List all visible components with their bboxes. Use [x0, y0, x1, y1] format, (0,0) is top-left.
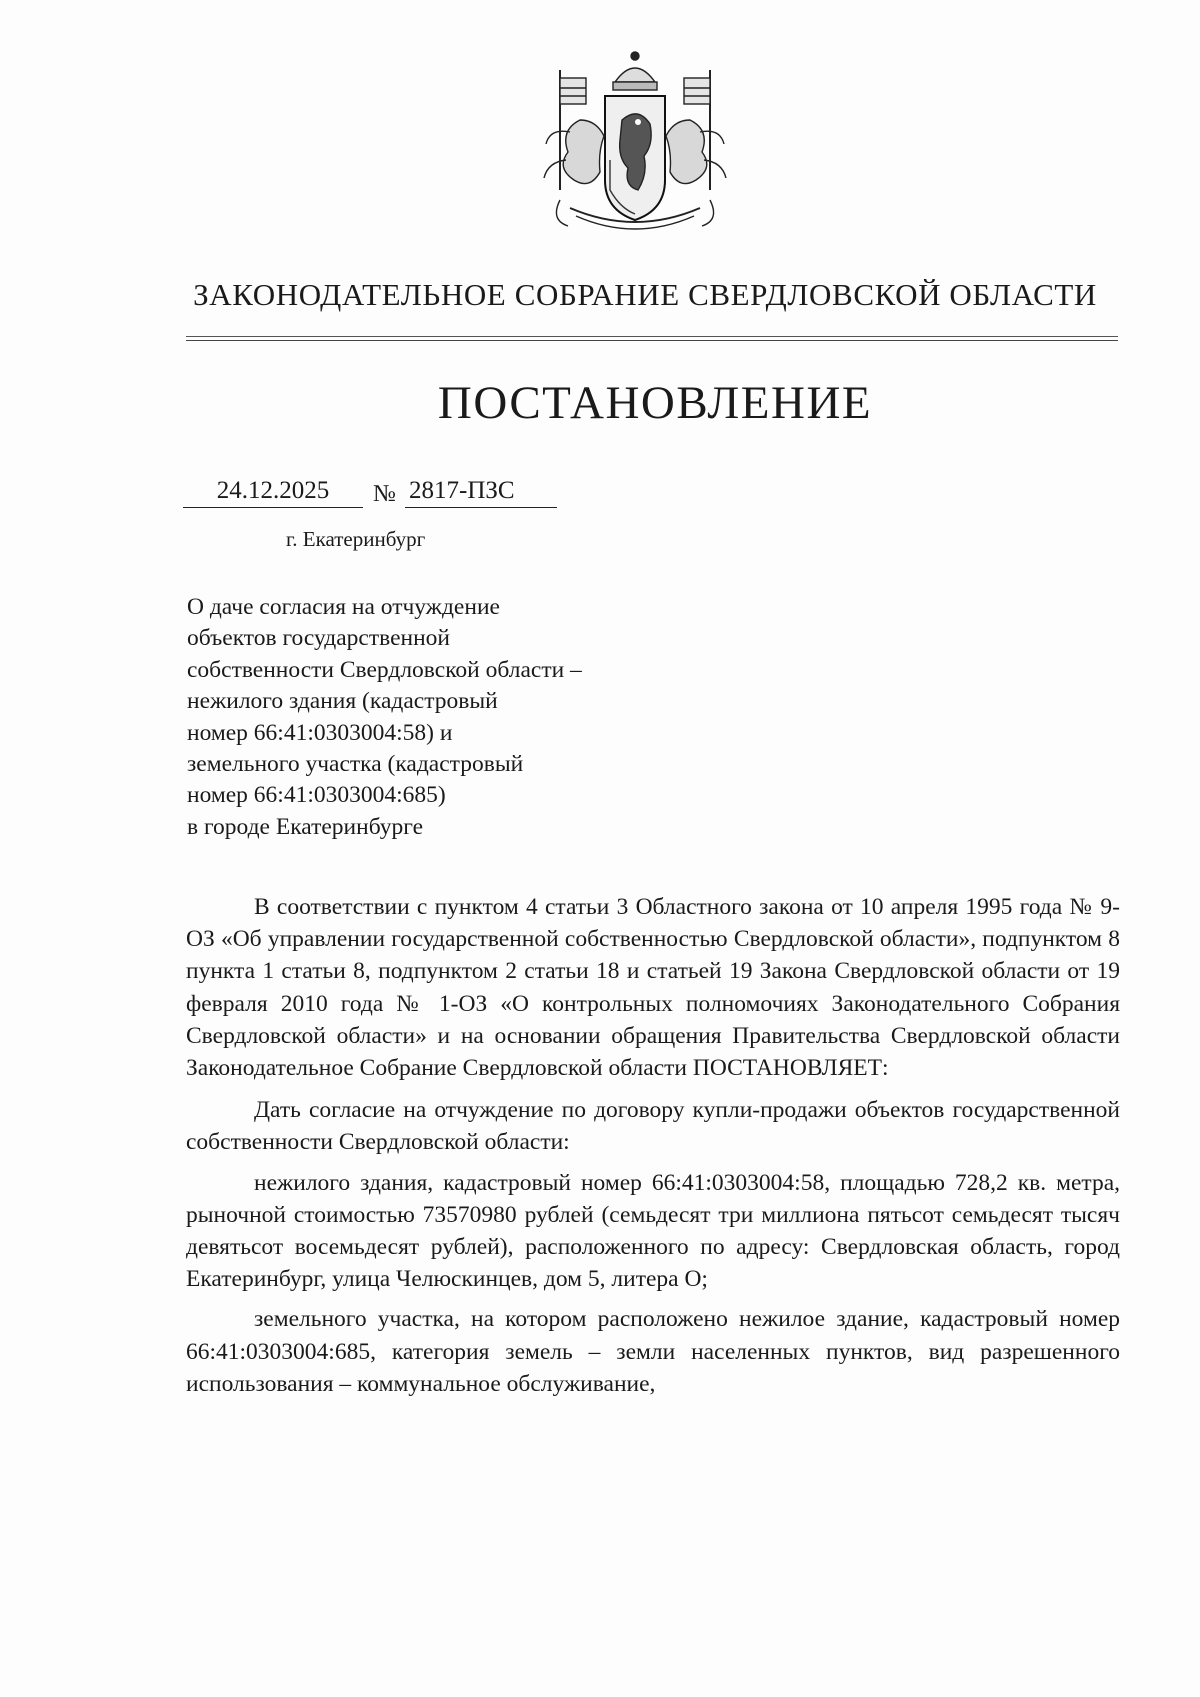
header-rule: [186, 340, 1118, 341]
number-sign: №: [373, 481, 396, 507]
subject-line: номер 66:41:0303004:685): [187, 782, 446, 809]
document-number: 2817-ПЗС: [405, 475, 557, 508]
subject-line: собственности Свердловской области –: [187, 656, 582, 683]
resolves-word: ПОСТАНОВЛЯЕТ:: [692, 1055, 889, 1082]
preamble-paragraph: [186, 891, 1120, 1084]
document-type: ПОСТАНОВЛЕНИЕ: [437, 377, 873, 429]
organization-title: ЗАКОНОДАТЕЛЬНОЕ СОБРАНИЕ СВЕРДЛОВСКОЙ ОБЛАСТИ: [193, 277, 1097, 312]
subject-line: номер 66:41:0303004:58) и: [187, 719, 453, 746]
document-date: 24.12.2025: [183, 475, 363, 508]
subject-line: в городе Екатеринбурге: [187, 813, 424, 840]
header-rule: [186, 336, 1118, 337]
document-body: [186, 891, 1120, 1408]
document-subject: [187, 592, 707, 843]
building-item-paragraph: нежилого здания, кадастровый номер 66:41:0303004:58, площадью 728,2 кв. метра, рыночной стоимостью 73570980 рублей (семьдесят три миллиона пятьсот семьдесят тысяч девятьсот восемьдесят рублей), расположенного по адресу: Свердловская область, город Екатеринбург, улица Челюскинцев, дом 5, литера О;: [186, 1169, 1120, 1293]
land-item-paragraph: земельного участка, на котором расположено нежилое здание, кадастровый номер 66:41:0303004:685, категория земель – земли населенных пунктов, вид разрешенного использования – коммунальное обслуживание,: [186, 1306, 1120, 1397]
preamble-text: В соответствии с пунктом 4 статьи 3 Областного закона от 10 апреля 1995 года № 9-ОЗ «Об управлении государственной собственностью Свердловской области», подпунктом 8 пункта 1 статьи 8, подпунктом 2 статьи 18 и статьей 19 Закона Свердловской области от 19 февраля 2010 года № 1-ОЗ «О контрольных полномочиях Законодательного Собрания Свердловской области» и на основании обращения Правительства Свердловской области Законодательное Собрание Свердловской области: [186, 894, 1120, 1082]
coat-of-arms-icon: [520, 40, 750, 240]
document-city: г. Екатеринбург: [286, 527, 426, 551]
subject-line: нежилого здания (кадастровый: [187, 688, 498, 715]
subject-line: земельного участка (кадастровый: [187, 751, 524, 778]
subject-line: О даче согласия на отчуждение: [187, 594, 500, 620]
subject-line: объектов государственной: [187, 625, 450, 652]
consent-paragraph: Дать согласие на отчуждение по договору купли-продажи объектов государственной собственности Свердловской области:: [186, 1097, 1120, 1156]
